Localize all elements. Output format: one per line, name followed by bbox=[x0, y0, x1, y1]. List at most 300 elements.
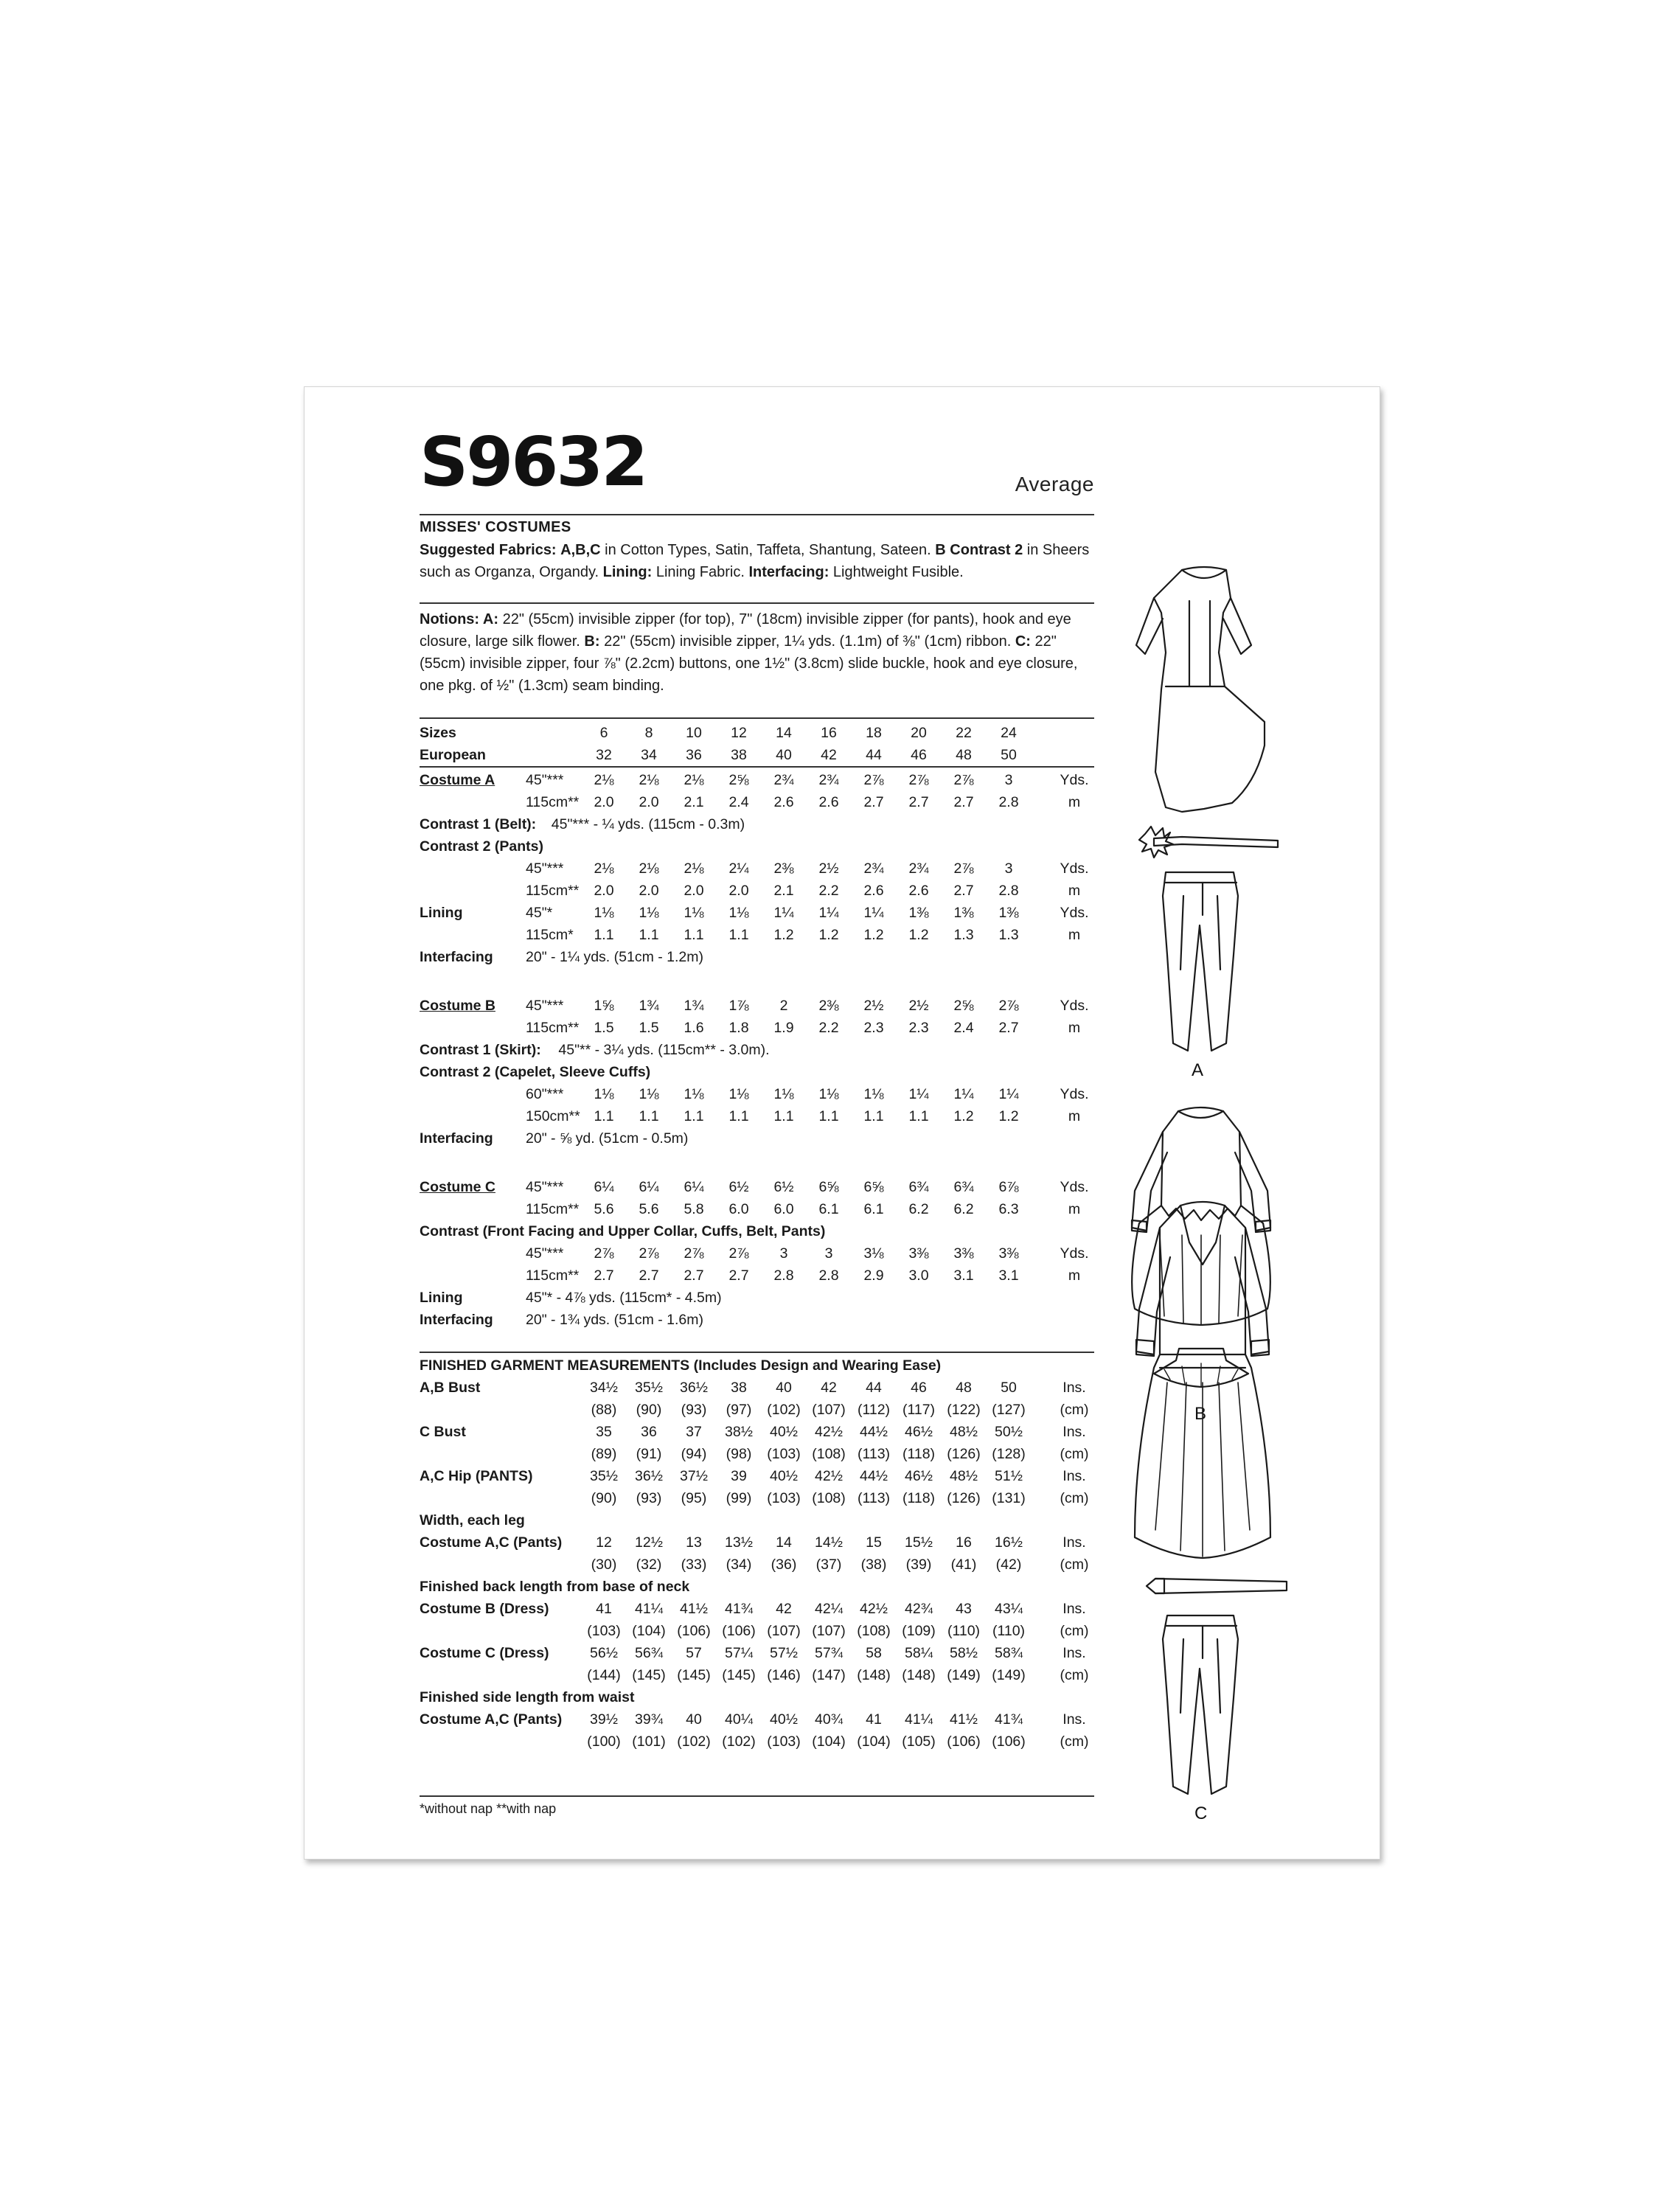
divider bbox=[420, 1795, 1094, 1797]
table-cell: 20 bbox=[911, 725, 927, 741]
sizes-row bbox=[420, 722, 1094, 744]
table-cell: 48½ bbox=[950, 1424, 978, 1440]
fabric-width: 115cm* bbox=[526, 927, 574, 943]
table-cell: 1⅛ bbox=[728, 1086, 749, 1102]
table-cell: 1.1 bbox=[594, 927, 614, 943]
divider bbox=[420, 602, 1094, 604]
table-cell: 1.5 bbox=[594, 1020, 614, 1036]
table-cell: 1¼ bbox=[863, 905, 884, 921]
table-cell: 32 bbox=[596, 747, 612, 763]
table-cell: 58½ bbox=[950, 1645, 978, 1661]
row-label: Costume C bbox=[420, 1179, 495, 1195]
table-cell: 1.1 bbox=[684, 1108, 704, 1124]
table-cell: 44½ bbox=[860, 1424, 888, 1440]
table-cell: (93) bbox=[636, 1490, 662, 1506]
table-cell: 16 bbox=[821, 725, 837, 741]
row-text: 20" - 1¾ yds. (51cm - 1.6m) bbox=[526, 1312, 703, 1328]
lining-label: Lining: bbox=[602, 564, 653, 580]
table-cell: 13 bbox=[686, 1534, 702, 1551]
table-cell: (148) bbox=[902, 1667, 936, 1683]
table-row bbox=[420, 924, 1094, 946]
table-cell: 42½ bbox=[815, 1468, 843, 1484]
table-cell: 2.1 bbox=[773, 883, 794, 899]
pattern-title: MISSES' COSTUMES bbox=[420, 519, 571, 535]
table-cell: 41¾ bbox=[725, 1601, 753, 1617]
table-cell: 36½ bbox=[635, 1468, 663, 1484]
table-cell: 37½ bbox=[680, 1468, 708, 1484]
row-label: Contrast 2 (Capelet, Sleeve Cuffs) bbox=[420, 1064, 651, 1080]
fabric-width: 115cm** bbox=[526, 1201, 580, 1217]
fabrics-text: in Cotton Types, Satin, Taffeta, Shantung, Sateen. bbox=[600, 542, 936, 558]
fabric-width: 45"*** bbox=[526, 998, 564, 1014]
european-sizes-row bbox=[420, 744, 1094, 766]
row-text: 45"* - 4⅞ yds. (115cm* - 4.5m) bbox=[526, 1290, 722, 1306]
row-text: 45"*** - ¼ yds. (115cm - 0.3m) bbox=[551, 816, 745, 832]
table-row bbox=[420, 1377, 1094, 1399]
table-cell: 2¾ bbox=[773, 772, 794, 788]
table-cell: 2.8 bbox=[818, 1267, 839, 1284]
table-cell: (32) bbox=[636, 1557, 662, 1573]
table-row bbox=[420, 1083, 1094, 1105]
table-cell: (113) bbox=[857, 1446, 891, 1462]
table-cell: 1¼ bbox=[818, 905, 839, 921]
unit-label: Ins. bbox=[1062, 1601, 1086, 1617]
table-cell: 13½ bbox=[725, 1534, 753, 1551]
table-cell: 6.1 bbox=[863, 1201, 884, 1217]
unit-label: m bbox=[1068, 927, 1081, 943]
table-cell: 1.8 bbox=[728, 1020, 749, 1036]
table-cell: (91) bbox=[636, 1446, 662, 1462]
table-cell: (146) bbox=[767, 1667, 801, 1683]
notions-a-text: 22" (55cm) invisible zipper (for top), 7" (18cm) invisible zipper (for pants), hook and eye closure, large silk flower. bbox=[420, 611, 1071, 650]
table-cell: 43 bbox=[956, 1601, 972, 1617]
fabric-width: 60"*** bbox=[526, 1086, 564, 1102]
table-cell: 3⅜ bbox=[953, 1245, 974, 1262]
table-cell: (103) bbox=[767, 1446, 801, 1462]
table-row bbox=[420, 1265, 1094, 1287]
pattern-number: S9632 bbox=[420, 422, 647, 501]
table-row bbox=[420, 1105, 1094, 1127]
table-row bbox=[420, 1620, 1094, 1642]
row-label: Lining bbox=[420, 1290, 463, 1306]
table-cell: 1⅛ bbox=[728, 905, 749, 921]
table-cell: (103) bbox=[767, 1733, 801, 1750]
table-cell: 50 bbox=[1001, 747, 1017, 763]
table-cell: 5.6 bbox=[639, 1201, 659, 1217]
unit-label: m bbox=[1068, 883, 1081, 899]
table-cell: 2.8 bbox=[998, 794, 1019, 810]
table-cell: 5.6 bbox=[594, 1201, 614, 1217]
table-cell: 39½ bbox=[590, 1711, 618, 1728]
table-cell: 15 bbox=[866, 1534, 882, 1551]
table-cell: 1.1 bbox=[639, 927, 659, 943]
table-cell: 2.7 bbox=[863, 794, 884, 810]
table-cell: 2⅞ bbox=[684, 1245, 704, 1262]
row-text: 20" - 1¼ yds. (51cm - 1.2m) bbox=[526, 949, 703, 965]
table-cell: (30) bbox=[591, 1557, 617, 1573]
table-row bbox=[420, 791, 1094, 813]
unit-label: Yds. bbox=[1060, 772, 1089, 788]
table-cell: 36 bbox=[686, 747, 702, 763]
unit-label: Yds. bbox=[1060, 1086, 1089, 1102]
view-c-line-drawings bbox=[1093, 1147, 1359, 1854]
view-c-illustrations bbox=[1093, 1147, 1359, 1854]
table-cell: 41¼ bbox=[635, 1601, 663, 1617]
table-cell: (126) bbox=[947, 1490, 981, 1506]
table-cell: 14½ bbox=[815, 1534, 843, 1551]
table-cell: (105) bbox=[902, 1733, 936, 1750]
fabric-width: 115cm** bbox=[526, 883, 580, 899]
table-cell: 40½ bbox=[770, 1468, 798, 1484]
table-cell: 14 bbox=[776, 1534, 792, 1551]
fabric-width: 115cm** bbox=[526, 1267, 580, 1284]
table-cell: 22 bbox=[956, 725, 972, 741]
table-cell: (33) bbox=[681, 1557, 707, 1573]
table-cell: 40½ bbox=[770, 1711, 798, 1728]
table-cell: 1¾ bbox=[684, 998, 704, 1014]
table-cell: 1¼ bbox=[953, 1086, 974, 1102]
table-cell: 46½ bbox=[905, 1468, 933, 1484]
table-cell: (108) bbox=[812, 1446, 846, 1462]
table-cell: 2.7 bbox=[684, 1267, 704, 1284]
table-row bbox=[420, 1287, 1094, 1309]
table-row bbox=[420, 1220, 1094, 1242]
table-cell: (131) bbox=[992, 1490, 1026, 1506]
table-row bbox=[420, 1443, 1094, 1465]
table-cell: (97) bbox=[726, 1402, 752, 1418]
table-cell: (106) bbox=[722, 1623, 756, 1639]
table-cell: 8 bbox=[644, 725, 653, 741]
fabric-width: 45"*** bbox=[526, 860, 564, 877]
table-cell: 57 bbox=[686, 1645, 702, 1661]
table-cell: 57¼ bbox=[725, 1645, 753, 1661]
table-cell: 2.7 bbox=[908, 794, 929, 810]
table-cell: 1⅜ bbox=[953, 905, 974, 921]
row-label: Interfacing bbox=[420, 949, 493, 965]
table-cell: 12 bbox=[596, 1534, 612, 1551]
table-cell: (147) bbox=[812, 1667, 846, 1683]
table-cell: 2¼ bbox=[728, 860, 749, 877]
table-cell: 1.1 bbox=[684, 927, 704, 943]
table-cell: 6.2 bbox=[953, 1201, 974, 1217]
unit-label: Ins. bbox=[1062, 1711, 1086, 1728]
unit-label: Yds. bbox=[1060, 1245, 1089, 1262]
table-cell: 34½ bbox=[590, 1380, 618, 1396]
table-cell: 1.2 bbox=[953, 1108, 974, 1124]
table-cell: 2.4 bbox=[728, 794, 749, 810]
table-cell: 2⅜ bbox=[773, 860, 794, 877]
table-cell: 2½ bbox=[908, 998, 929, 1014]
table-cell: 2⅛ bbox=[684, 772, 704, 788]
table-cell: 10 bbox=[686, 725, 702, 741]
table-cell: 48 bbox=[956, 747, 972, 763]
table-row bbox=[420, 1176, 1094, 1198]
table-cell: 58¼ bbox=[905, 1645, 933, 1661]
fabrics-label: Suggested Fabrics: bbox=[420, 542, 557, 558]
table-cell: (109) bbox=[902, 1623, 936, 1639]
table-cell: 2⅞ bbox=[728, 1245, 749, 1262]
table-cell: (100) bbox=[587, 1733, 621, 1750]
table-cell: 1.3 bbox=[953, 927, 974, 943]
table-cell: 2.0 bbox=[639, 883, 659, 899]
table-cell: 41½ bbox=[680, 1601, 708, 1617]
table-cell: 42½ bbox=[860, 1601, 888, 1617]
table-cell: 44½ bbox=[860, 1468, 888, 1484]
table-cell: 42 bbox=[776, 1601, 792, 1617]
measurements-heading: FINISHED GARMENT MEASUREMENTS (Includes Design and Wearing Ease) bbox=[420, 1357, 942, 1374]
table-cell: 3⅜ bbox=[908, 1245, 929, 1262]
table-row bbox=[420, 835, 1094, 858]
table-cell: 1.1 bbox=[818, 1108, 839, 1124]
table-cell: 2.8 bbox=[773, 1267, 794, 1284]
unit-label: Yds. bbox=[1060, 905, 1089, 921]
table-cell: (108) bbox=[857, 1623, 891, 1639]
table-cell: 58 bbox=[866, 1645, 882, 1661]
table-cell: 44 bbox=[866, 1380, 882, 1396]
table-cell: (95) bbox=[681, 1490, 707, 1506]
table-cell: 2 bbox=[779, 998, 788, 1014]
table-cell: 40½ bbox=[770, 1424, 798, 1440]
table-cell: (106) bbox=[992, 1733, 1026, 1750]
fabric-width: 45"*** bbox=[526, 772, 564, 788]
table-cell: 2.6 bbox=[773, 794, 794, 810]
table-cell: 18 bbox=[866, 725, 882, 741]
table-cell: 2⅛ bbox=[594, 772, 614, 788]
notions-label: Notions: bbox=[420, 611, 480, 627]
table-cell: (107) bbox=[767, 1623, 801, 1639]
table-cell: 2.7 bbox=[728, 1267, 749, 1284]
table-cell: 2½ bbox=[863, 998, 884, 1014]
unit-label: (cm) bbox=[1060, 1446, 1089, 1462]
footnote: *without nap **with nap bbox=[420, 1801, 557, 1816]
table-cell: 41¼ bbox=[905, 1711, 933, 1728]
table-row bbox=[420, 1576, 1094, 1598]
table-cell: 1.1 bbox=[863, 1108, 884, 1124]
table-cell: 1.1 bbox=[728, 927, 749, 943]
unit-label: m bbox=[1068, 794, 1081, 810]
table-cell: 2⅞ bbox=[594, 1245, 614, 1262]
table-cell: 2⅞ bbox=[908, 772, 929, 788]
table-cell: (110) bbox=[947, 1623, 981, 1639]
table-cell: (145) bbox=[722, 1667, 756, 1683]
table-row bbox=[420, 1598, 1094, 1620]
row-label: Costume A,C (Pants) bbox=[420, 1711, 563, 1728]
table-cell: (90) bbox=[591, 1490, 617, 1506]
table-cell: 46½ bbox=[905, 1424, 933, 1440]
table-cell: 1⅜ bbox=[908, 905, 929, 921]
unit-label: (cm) bbox=[1060, 1667, 1089, 1683]
table-cell: 2.0 bbox=[639, 794, 659, 810]
unit-label: Ins. bbox=[1062, 1380, 1086, 1396]
table-cell: 42¾ bbox=[905, 1601, 933, 1617]
unit-label: (cm) bbox=[1060, 1733, 1089, 1750]
table-cell: (94) bbox=[681, 1446, 707, 1462]
table-cell: 1⅛ bbox=[684, 905, 704, 921]
table-cell: 2.1 bbox=[684, 794, 704, 810]
table-cell: 2⅞ bbox=[953, 772, 974, 788]
row-label: C Bust bbox=[420, 1424, 466, 1440]
notions-c-label: C: bbox=[1015, 633, 1031, 650]
divider bbox=[420, 1352, 1094, 1353]
table-cell: 2⅞ bbox=[863, 772, 884, 788]
table-cell: (127) bbox=[992, 1402, 1026, 1418]
table-cell: 1⅜ bbox=[998, 905, 1019, 921]
table-row bbox=[420, 1465, 1094, 1487]
table-cell: (101) bbox=[632, 1733, 666, 1750]
table-cell: (144) bbox=[587, 1667, 621, 1683]
table-cell: (41) bbox=[950, 1557, 977, 1573]
table-cell: (98) bbox=[726, 1446, 752, 1462]
notions bbox=[420, 608, 1094, 697]
table-cell: (145) bbox=[677, 1667, 711, 1683]
table-cell: 2⅞ bbox=[998, 998, 1019, 1014]
table-row bbox=[420, 902, 1094, 924]
table-cell: 1¾ bbox=[639, 998, 659, 1014]
view-a-top-drawing bbox=[1136, 567, 1265, 812]
lining-text: Lining Fabric. bbox=[652, 564, 749, 580]
unit-label: Yds. bbox=[1060, 860, 1089, 877]
table-cell: 2¾ bbox=[818, 772, 839, 788]
table-cell: 40 bbox=[776, 747, 792, 763]
table-cell: 1⅛ bbox=[818, 1086, 839, 1102]
table-cell: 1.2 bbox=[773, 927, 794, 943]
table-row bbox=[420, 858, 1094, 880]
row-label: Contrast 1 (Skirt): bbox=[420, 1042, 541, 1058]
table-cell: 39¾ bbox=[635, 1711, 663, 1728]
table-cell: 1.1 bbox=[773, 1108, 794, 1124]
notions-c-text: 22" (55cm) invisible zipper, four ⅞" (2.2cm) buttons, one 1½" (3.8cm) slide buckle, hook and eye closure, one pkg. of ½" (1.3cm) seam binding. bbox=[420, 633, 1078, 694]
sizes-label: Sizes bbox=[420, 725, 456, 741]
table-cell: (118) bbox=[902, 1490, 936, 1506]
table-cell: (42) bbox=[995, 1557, 1022, 1573]
fabric-width: 150cm** bbox=[526, 1108, 580, 1124]
table-cell: 2⅝ bbox=[953, 998, 974, 1014]
table-cell: 2⅝ bbox=[728, 772, 749, 788]
table-cell: 2.8 bbox=[998, 883, 1019, 899]
row-label: Contrast (Front Facing and Upper Collar, Cuffs, Belt, Pants) bbox=[420, 1223, 826, 1239]
table-cell: 3 bbox=[1004, 860, 1013, 877]
table-cell: 2.6 bbox=[818, 794, 839, 810]
fabrics-views: A,B,C bbox=[560, 542, 601, 558]
table-cell: (126) bbox=[947, 1446, 981, 1462]
fabric-width: 45"* bbox=[526, 905, 553, 921]
table-cell: 1.1 bbox=[908, 1108, 929, 1124]
table-cell: 41 bbox=[596, 1601, 612, 1617]
table-cell: 1⅛ bbox=[684, 1086, 704, 1102]
table-cell: 41 bbox=[866, 1711, 882, 1728]
row-label: Contrast 1 (Belt): bbox=[420, 816, 537, 832]
row-label: Costume A bbox=[420, 772, 495, 788]
unit-label: m bbox=[1068, 1267, 1081, 1284]
table-cell: 2.7 bbox=[594, 1267, 614, 1284]
table-cell: 12 bbox=[731, 725, 747, 741]
table-cell: 41½ bbox=[950, 1711, 978, 1728]
table-row bbox=[420, 1531, 1094, 1554]
table-cell: (107) bbox=[812, 1623, 846, 1639]
pattern-envelope-back bbox=[304, 386, 1380, 1860]
table-cell: 6.0 bbox=[728, 1201, 749, 1217]
table-cell: 1¼ bbox=[908, 1086, 929, 1102]
fabrics-contrast-label: B Contrast 2 bbox=[935, 542, 1023, 558]
row-label: A,C Hip (PANTS) bbox=[420, 1468, 533, 1484]
table-cell: 2.2 bbox=[818, 883, 839, 899]
table-cell: 57¾ bbox=[815, 1645, 843, 1661]
table-cell: (112) bbox=[857, 1402, 891, 1418]
table-cell: 1¼ bbox=[998, 1086, 1019, 1102]
table-cell: (39) bbox=[905, 1557, 932, 1573]
european-label: European bbox=[420, 747, 486, 763]
table-cell: 37 bbox=[686, 1424, 702, 1440]
table-cell: 1.2 bbox=[998, 1108, 1019, 1124]
unit-label: (cm) bbox=[1060, 1557, 1089, 1573]
unit-label: m bbox=[1068, 1108, 1081, 1124]
unit-label: (cm) bbox=[1060, 1402, 1089, 1418]
table-cell: 57½ bbox=[770, 1645, 798, 1661]
table-cell: 2⅛ bbox=[639, 772, 659, 788]
table-cell: 2.3 bbox=[863, 1020, 884, 1036]
table-row bbox=[420, 1731, 1094, 1753]
interfacing-label: Interfacing: bbox=[748, 564, 830, 580]
table-cell: 35½ bbox=[635, 1380, 663, 1396]
table-row bbox=[420, 1127, 1094, 1150]
table-cell: 6¼ bbox=[639, 1179, 659, 1195]
table-cell: 46 bbox=[911, 747, 927, 763]
table-cell: 50 bbox=[1001, 1380, 1017, 1396]
table-cell: 1⅝ bbox=[594, 998, 614, 1014]
table-row bbox=[420, 1421, 1094, 1443]
table-cell: 6 bbox=[599, 725, 608, 741]
table-cell: 42 bbox=[821, 747, 837, 763]
view-a-belt-drawing bbox=[1139, 827, 1278, 858]
table-cell: 2.7 bbox=[953, 794, 974, 810]
row-label: Width, each leg bbox=[420, 1512, 525, 1528]
table-cell: 3 bbox=[779, 1245, 788, 1262]
table-cell: 2⅞ bbox=[953, 860, 974, 877]
row-label: Interfacing bbox=[420, 1312, 493, 1328]
row-label: Costume B bbox=[420, 998, 495, 1014]
table-cell: 14 bbox=[776, 725, 792, 741]
table-cell: 2⅛ bbox=[594, 860, 614, 877]
table-cell: 6¾ bbox=[953, 1179, 974, 1195]
table-cell: 1.5 bbox=[639, 1020, 659, 1036]
table-cell: 2.7 bbox=[998, 1020, 1019, 1036]
table-cell: 1⅛ bbox=[594, 905, 614, 921]
table-cell: (122) bbox=[947, 1402, 981, 1418]
table-row bbox=[420, 1039, 1094, 1061]
table-row bbox=[420, 1509, 1094, 1531]
table-cell: 16 bbox=[956, 1534, 972, 1551]
table-cell: 2¾ bbox=[863, 860, 884, 877]
table-cell: 2⅞ bbox=[639, 1245, 659, 1262]
divider bbox=[420, 514, 1094, 515]
table-cell: 3.0 bbox=[908, 1267, 929, 1284]
table-cell: 2.0 bbox=[728, 883, 749, 899]
view-c-dress-drawing bbox=[1135, 1202, 1270, 1558]
table-cell: 1.2 bbox=[908, 927, 929, 943]
table-cell: 2½ bbox=[818, 860, 839, 877]
table-cell: 42¼ bbox=[815, 1601, 843, 1617]
table-cell: 15½ bbox=[905, 1534, 933, 1551]
divider bbox=[420, 766, 1094, 768]
table-cell: 6¾ bbox=[908, 1179, 929, 1195]
unit-label: m bbox=[1068, 1201, 1081, 1217]
view-c-label: C bbox=[1194, 1804, 1208, 1823]
table-cell: (93) bbox=[681, 1402, 707, 1418]
table-cell: 1⅞ bbox=[728, 998, 749, 1014]
table-cell: 48½ bbox=[950, 1468, 978, 1484]
table-cell: (148) bbox=[857, 1667, 891, 1683]
unit-label: Yds. bbox=[1060, 998, 1089, 1014]
